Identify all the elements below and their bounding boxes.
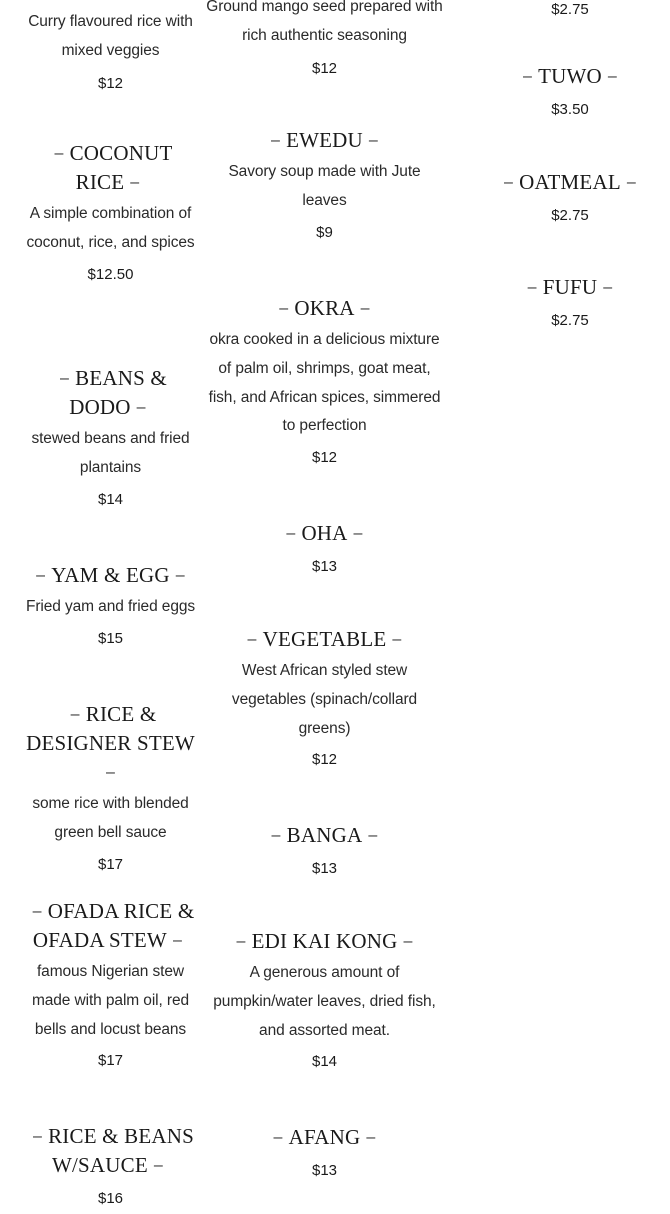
item-description: Ground mango seed prepared with rich authentic seasoning <box>206 0 443 44</box>
item-title-text: OFADA RICE & OFADA STEW <box>32 899 195 952</box>
menu-item <box>206 0 443 79</box>
menu-item <box>485 62 655 120</box>
dash-right: – <box>360 300 370 317</box>
menu-item <box>485 273 655 331</box>
item-title <box>22 139 199 197</box>
item-price: $14 <box>97 490 124 508</box>
item-price: $13 <box>311 558 338 575</box>
item-description: some rice with blended green bell sauce <box>32 795 189 841</box>
menu-item <box>22 1122 199 1209</box>
item-title-text: RICE & DESIGNER STEW <box>26 702 195 755</box>
dash-right: – <box>368 827 378 844</box>
item-title <box>206 519 443 548</box>
item-title <box>206 625 443 654</box>
item-description: A generous amount of pumpkin/water leaves, dried fish, and assorted meat. <box>213 964 436 1039</box>
dash-left: – <box>36 567 46 584</box>
item-description: okra cooked in a delicious mixture of palm oil, shrimps, goat meat, fish, and African spices, simmered to perfection <box>208 331 441 435</box>
dash-left: – <box>286 525 296 542</box>
dash-right: – <box>153 1157 163 1174</box>
item-title-text: OATMEAL <box>519 170 621 194</box>
item-price: $14 <box>311 1053 338 1071</box>
item-title <box>22 364 199 422</box>
menu-item <box>22 700 199 875</box>
item-price: $12 <box>311 449 338 467</box>
dash-right: – <box>403 933 413 950</box>
item-title <box>22 897 199 955</box>
dash-right: – <box>130 174 140 191</box>
item-title-text: YAM & EGG <box>51 563 170 587</box>
menu-item <box>22 561 199 649</box>
dash-right: – <box>105 764 116 781</box>
item-price: $2.75 <box>551 1 589 18</box>
dash-right: – <box>353 525 363 542</box>
menu-item <box>485 168 655 226</box>
item-title <box>485 273 655 302</box>
item-price: $12 <box>311 751 338 769</box>
item-title-text: OKRA <box>294 296 355 320</box>
dash-right: – <box>603 279 613 296</box>
item-title <box>22 1122 199 1180</box>
item-price: $2.75 <box>551 207 589 224</box>
item-title-text: BEANS & DODO <box>69 366 167 419</box>
dash-right: – <box>175 567 185 584</box>
dash-left: – <box>70 706 80 723</box>
dash-left: – <box>527 279 537 296</box>
item-title <box>22 700 199 787</box>
menu-item <box>206 294 443 468</box>
item-price: $12.50 <box>87 265 134 283</box>
item-title <box>206 927 443 956</box>
item-title <box>22 561 199 590</box>
dash-left: – <box>273 1129 283 1146</box>
dash-left: – <box>32 1128 43 1145</box>
dash-left: – <box>271 827 281 844</box>
item-title-text: FUFU <box>542 275 598 299</box>
menu-item <box>485 0 655 20</box>
menu-item <box>206 927 443 1072</box>
dash-left: – <box>236 933 246 950</box>
item-title-text: COCONUT RICE <box>69 141 173 194</box>
item-price: $9 <box>316 223 333 241</box>
menu-item <box>22 364 199 510</box>
item-title-text: EWEDU <box>286 128 363 152</box>
item-title <box>206 821 443 850</box>
menu-item <box>22 8 199 94</box>
menu-item <box>22 139 199 285</box>
dash-right: – <box>172 932 183 949</box>
item-description: Savory soup made with Jute leaves <box>228 163 421 209</box>
item-price: $12 <box>311 59 338 77</box>
item-title-text: RICE & BEANS W/SAUCE <box>48 1124 195 1177</box>
menu-item <box>206 1123 443 1181</box>
item-title-text: EDI KAI KONG <box>251 929 398 953</box>
item-title-text: AFANG <box>288 1125 361 1149</box>
item-price: $3.50 <box>551 101 589 118</box>
menu-item <box>206 821 443 879</box>
item-price: $17 <box>97 1052 124 1070</box>
dash-left: – <box>279 300 289 317</box>
dash-right: – <box>607 68 617 85</box>
item-title-text: TUWO <box>538 64 602 88</box>
dash-left: – <box>32 903 42 920</box>
dash-left: – <box>247 631 257 648</box>
dash-left: – <box>60 370 70 387</box>
dash-left: – <box>523 68 533 85</box>
item-price: $17 <box>97 855 124 873</box>
item-title-text: BANGA <box>286 823 363 847</box>
menu-item <box>22 897 199 1071</box>
dash-left: – <box>270 132 281 149</box>
item-description: famous Nigerian stew made with palm oil, red bells and locust beans <box>31 963 190 1038</box>
item-description: Curry flavoured rice with mixed veggies <box>28 13 193 59</box>
item-description: A simple combination of coconut, rice, and spices <box>26 205 195 251</box>
item-title <box>485 62 655 91</box>
item-title <box>485 168 655 197</box>
menu-item <box>206 126 443 243</box>
item-price: $13 <box>311 1162 338 1179</box>
item-title <box>206 1123 443 1152</box>
item-description: stewed beans and fried plantains <box>31 430 190 476</box>
dash-right: – <box>368 132 379 149</box>
dash-right: – <box>366 1129 376 1146</box>
item-price: $16 <box>97 1190 124 1207</box>
item-title-text: VEGETABLE <box>262 627 387 651</box>
menu-item <box>206 519 443 577</box>
item-description: Fried yam and fried eggs <box>25 598 196 615</box>
dash-right: – <box>136 399 146 416</box>
dash-left: – <box>504 174 514 191</box>
menu-item <box>206 625 443 770</box>
item-price: $12 <box>97 74 124 92</box>
item-title <box>206 126 443 155</box>
item-price: $2.75 <box>551 312 589 329</box>
dash-left: – <box>54 145 64 162</box>
item-price: $15 <box>97 629 124 647</box>
dash-right: – <box>626 174 636 191</box>
item-description: West African styled stew vegetables (spinach/collard greens) <box>231 662 418 737</box>
dash-right: – <box>392 631 402 648</box>
item-title-text: OHA <box>301 521 348 545</box>
item-title <box>206 294 443 323</box>
item-price: $13 <box>311 860 338 877</box>
